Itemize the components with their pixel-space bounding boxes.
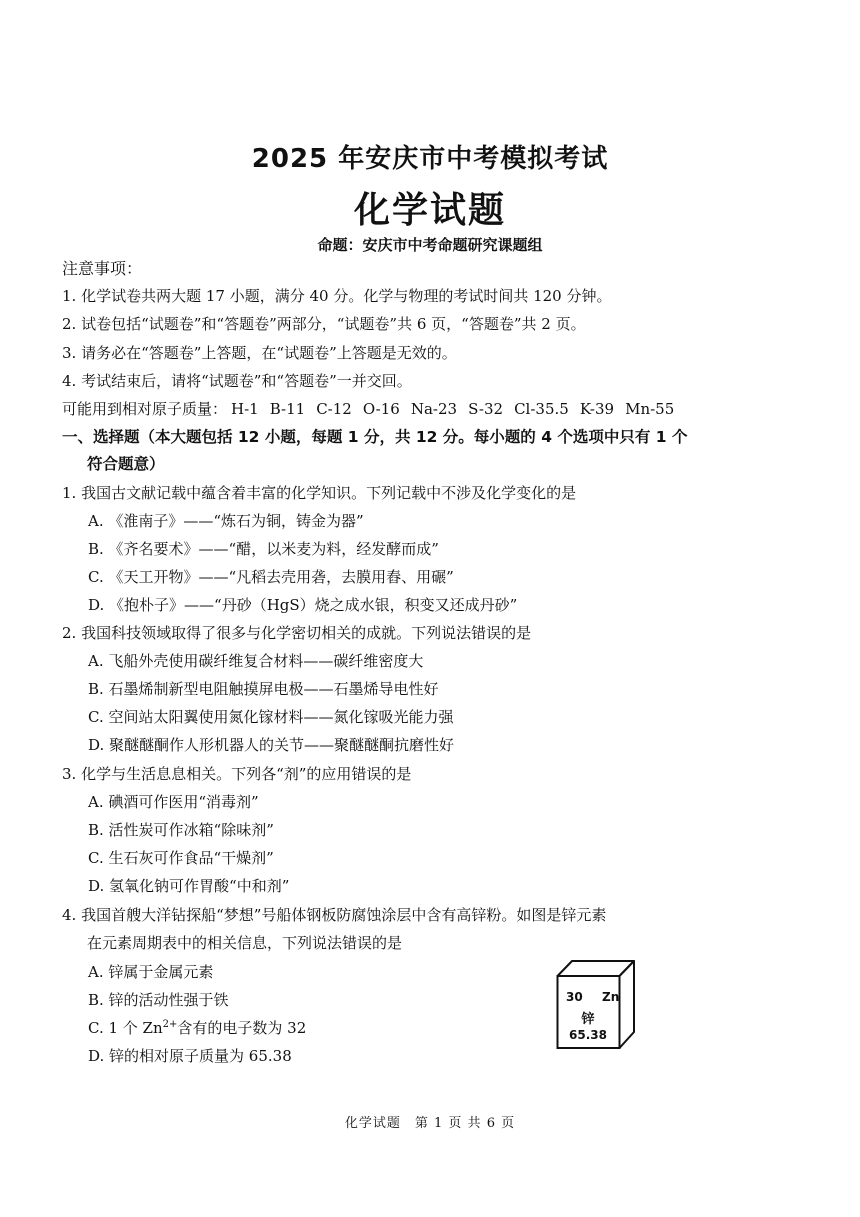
question-stem: 1. 我国古文献记载中蕴含着丰富的化学知识。下列记载中不涉及化学变化的是 — [62, 484, 577, 502]
question-stem: 2. 我国科技领域取得了很多与化学密切相关的成就。下列说法错误的是 — [62, 624, 532, 642]
atomic-mass-value: Cl-35.5 — [514, 400, 569, 418]
atomic-mass-value: Mn-55 — [625, 400, 675, 418]
question-option: C. 《天工开物》——“凡稻去壳用砻，去膜用舂、用碾” — [88, 568, 454, 586]
option-c-prefix: C. 1 个 Zn — [88, 1019, 163, 1037]
element-name: 锌 — [581, 1012, 595, 1027]
question-option: C. 生石灰可作食品“干燥剂” — [88, 849, 274, 867]
question-option — [88, 1018, 306, 1038]
exam-title: 2025 年安庆市中考模拟考试 — [251, 144, 609, 174]
atomic-masses — [62, 399, 685, 419]
atomic-masses-label: 可能用到相对原子质量： — [62, 400, 228, 418]
page-footer: 化学试题 第 1 页 共 6 页 — [344, 1116, 516, 1131]
question-option: B. 锌的活动性强于铁 — [88, 991, 229, 1009]
atomic-mass-value: B-11 — [269, 400, 306, 418]
atomic-mass-value: H-1 — [231, 400, 259, 418]
question-option: A. 飞船外壳使用碳纤维复合材料——碳纤维密度大 — [88, 652, 424, 670]
atomic-mass-value: K-39 — [579, 400, 615, 418]
question-option: B. 石墨烯制新型电阻触摸屏电极——石墨烯导电性好 — [88, 680, 439, 698]
question-option: C. 空间站太阳翼使用氮化镓材料——氮化镓吸光能力强 — [88, 708, 454, 726]
question-option: B. 活性炭可作冰箱“除味剂” — [88, 821, 274, 839]
question-option: D. 锌的相对原子质量为 65.38 — [88, 1047, 292, 1065]
section-heading: 一、选择题（本大题包括 12 小题，每题 1 分，共 12 分。每小题的 4 个选项中只有 1 个 — [62, 428, 688, 446]
author-line: 命题：安庆市中考命题研究课题组 — [317, 236, 543, 254]
ion-charge: 2+ — [162, 1019, 178, 1030]
question-option: D. 氢氧化钠可作胃酸“中和剂” — [88, 877, 290, 895]
note-item: 3. 请务必在“答题卷”上答题，在“试题卷”上答题是无效的。 — [62, 344, 457, 362]
atomic-mass-value: O-16 — [362, 400, 400, 418]
question-stem-cont: 在元素周期表中的相关信息，下列说法错误的是 — [87, 934, 403, 952]
section-heading-cont: 符合题意） — [87, 455, 165, 473]
question-option: B. 《齐名要术》——“醋，以米麦为料，经发酵而成” — [88, 540, 439, 558]
atomic-mass-value: C-12 — [316, 400, 352, 418]
note-item: 1. 化学试卷共两大题 17 小题，满分 40 分。化学与物理的考试时间共 120 分钟。 — [62, 287, 612, 305]
atomic-number: 30 — [566, 990, 583, 1004]
question-option: D. 聚醚醚酮作人形机器人的关节——聚醚醚酮抗磨性好 — [88, 736, 455, 754]
notes-heading: 注意事项： — [62, 259, 143, 278]
question-option: A. 碘酒可作医用“消毒剂” — [88, 793, 259, 811]
subject-title: 化学试题 — [353, 190, 506, 231]
question-option: A. 《淮南子》——“炼石为铜，铸金为器” — [88, 512, 364, 530]
question-option: D. 《抱朴子》——“丹砂（HgS）烧之成水银，积变又还成丹砂” — [88, 596, 518, 614]
option-c-suffix: 含有的电子数为 32 — [177, 1019, 307, 1037]
zinc-element-card — [556, 958, 636, 1050]
question-stem: 3. 化学与生活息息相关。下列各“剂”的应用错误的是 — [62, 765, 412, 783]
element-symbol: Zn — [602, 990, 620, 1004]
question-stem: 4. 我国首艘大洋钻探船“梦想”号船体钢板防腐蚀涂层中含有高锌粉。如图是锌元素 — [62, 906, 607, 924]
atomic-mass-value: S-32 — [468, 400, 504, 418]
question-option: A. 锌属于金属元素 — [88, 963, 214, 981]
atomic-mass-value: Na-23 — [410, 400, 458, 418]
note-item: 4. 考试结束后，请将“试题卷”和“答题卷”一并交回。 — [62, 372, 412, 390]
relative-atomic-mass: 65.38 — [569, 1028, 607, 1042]
note-item: 2. 试卷包括“试题卷”和“答题卷”两部分，“试题卷”共 6 页，“答题卷”共 2 页。 — [62, 315, 586, 333]
